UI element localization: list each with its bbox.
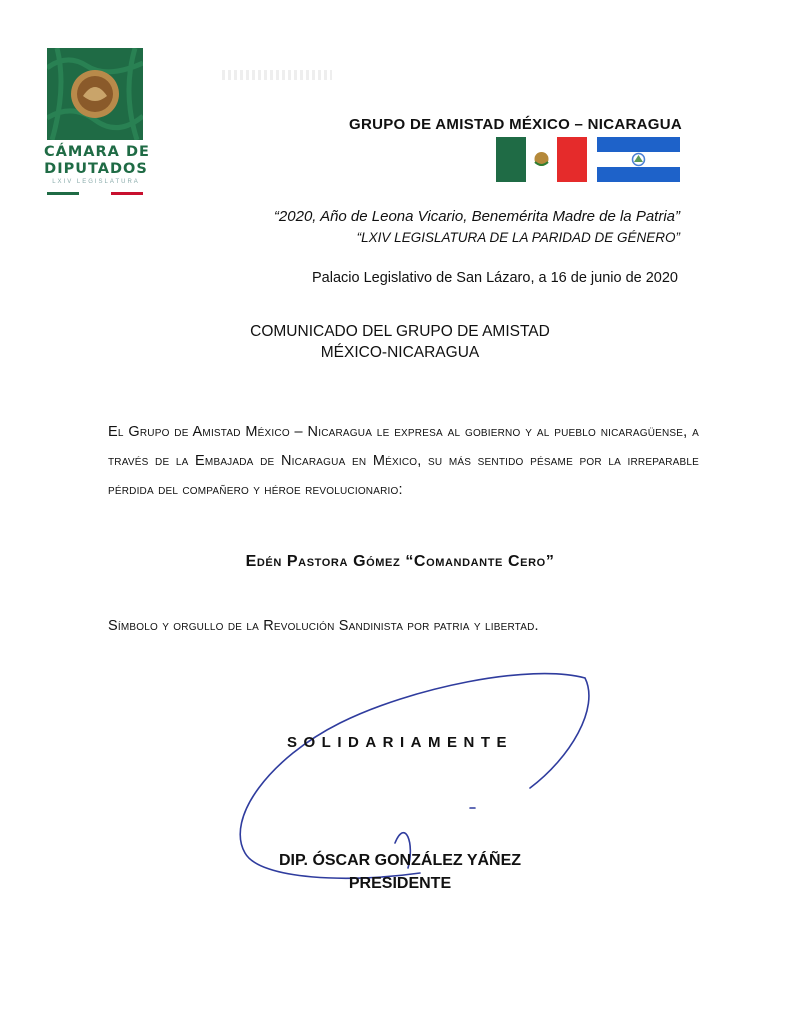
communique-title-line-1: COMUNICADO DEL GRUPO DE AMISTAD [250, 323, 550, 340]
logo-green-bar [47, 192, 79, 195]
group-title: GRUPO DE AMISTAD MÉXICO – NICARAGUA [348, 116, 682, 133]
condolence-paragraph: El Grupo de Amistad México – Nicaragua le expresa al gobierno y al pueblo nicaragüense, a través de la Embajada de Nicaragua en México, su más sentido pésame por la irreparable pérdida del compañero y héroe revolucionario: [108, 424, 699, 498]
closing-word: SOLIDARIAMENTE [287, 734, 513, 751]
communique-title-line-2: MÉXICO-NICARAGUA [320, 344, 480, 361]
logo-text-diputados: DIPUTADOS [44, 161, 148, 177]
mexico-flag-icon [496, 137, 587, 182]
scan-smudge [222, 70, 332, 80]
signer-title: PRESIDENTE [348, 875, 452, 892]
logo-text-legislatura: LXIV LEGISLATURA [52, 179, 140, 185]
hero-name: Edén Pastora Gómez “Comandante Cero” [245, 553, 555, 570]
logo-text-camara: CÁMARA DE [44, 144, 150, 160]
camara-emblem-logo [47, 48, 143, 140]
motto-line-1: “2020, Año de Leona Vicario, Benemérita Madre de la Patria” [273, 208, 680, 225]
logo-red-bar [111, 192, 143, 195]
place-and-date: Palacio Legislativo de San Lázaro, a 16 de junio de 2020 [312, 270, 678, 286]
motto-line-2: “LXIV LEGISLATURA DE LA PARIDAD DE GÉNERO” [356, 230, 680, 245]
symbol-paragraph: Símbolo y orgullo de la Revolución Sandinista por patria y libertad. [108, 618, 539, 634]
signer-name: DIP. ÓSCAR GONZÁLEZ YÁÑEZ [278, 852, 522, 869]
nicaragua-flag-icon [597, 137, 680, 182]
